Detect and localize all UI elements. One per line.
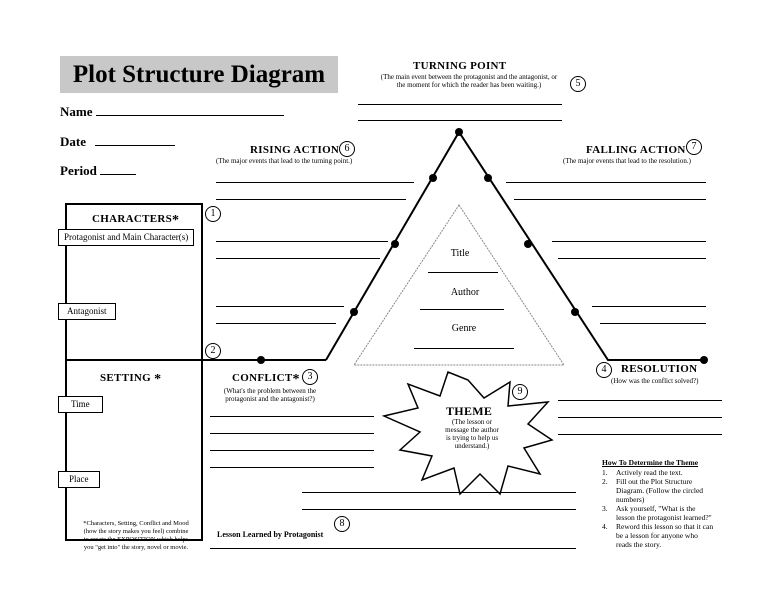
how-to-step-text (616, 504, 712, 522)
how-to-step-line: be a lesson for anyone who (616, 531, 698, 540)
conflict-desc-line: (What's the problem between the (223, 387, 317, 395)
number-7-badge: 7 (686, 139, 702, 155)
characters-heading-text: CHARACTERS (92, 213, 173, 225)
conflict-line[interactable] (210, 467, 374, 468)
falling-action-line[interactable] (514, 199, 706, 200)
how-to-steps (602, 468, 732, 549)
exposition-star: * (154, 372, 162, 387)
resolution-line[interactable] (558, 400, 722, 401)
theme-desc-line: understand.) (454, 442, 490, 450)
number-9-badge: 9 (512, 384, 528, 400)
resolution-desc: (How was the conflict solved?) (611, 377, 699, 385)
how-to-step-line: Reword this lesson so that it can (616, 522, 714, 531)
how-to-step (602, 522, 732, 549)
lesson-line[interactable] (210, 548, 576, 549)
number-6-badge: 6 (339, 141, 355, 157)
exposition-star: * (172, 213, 180, 228)
falling-action-line[interactable] (506, 182, 706, 183)
conflict-dot (257, 356, 265, 364)
lesson-label: Lesson Learned by Protagonist (217, 530, 324, 539)
turning-point-desc (364, 73, 574, 89)
footnote-line: you "get into" the story, novel or movie. (83, 544, 189, 551)
how-to-step-number: 1. (602, 468, 608, 477)
how-to-step-number: 4. (602, 522, 608, 531)
conflict-desc (210, 387, 330, 403)
how-to-step-line: Actively read the text. (616, 468, 683, 477)
number-2-badge: 2 (205, 343, 221, 359)
rising-action-line[interactable] (216, 323, 336, 324)
how-to-step-line: Ask yourself, "What is the (616, 504, 696, 513)
footnote-line: *Characters, Setting, Conflict and Mood (83, 520, 189, 527)
author-line[interactable] (420, 309, 504, 310)
name-field (60, 103, 284, 120)
theme-desc-line: message the author (445, 426, 499, 434)
date-input-line[interactable] (95, 133, 175, 146)
rising-action-line[interactable] (216, 258, 380, 259)
conflict-line[interactable] (210, 416, 374, 417)
number-1-badge: 1 (205, 206, 221, 222)
how-to-step-text (616, 522, 713, 549)
resolution-heading: RESOLUTION (621, 363, 698, 375)
rising-action-line[interactable] (216, 241, 388, 242)
page-title: Plot Structure Diagram (60, 56, 338, 93)
number-4-badge: 4 (596, 362, 612, 378)
turning-point-line[interactable] (358, 120, 562, 121)
conflict-desc-line: protagonist and the antagonist?) (225, 395, 315, 403)
how-to-step (602, 468, 732, 477)
footnote-line: (how the story makes you feel) combine (83, 528, 189, 535)
period-field (60, 162, 136, 179)
how-to-step-text (616, 468, 683, 477)
inner-genre-label: Genre (451, 323, 477, 334)
falling-dot (524, 240, 532, 248)
turning-point-line[interactable] (358, 104, 562, 105)
resolution-dot (700, 356, 708, 364)
date-field (60, 133, 175, 150)
falling-action-desc: (The major events that lead to the resolution.) (563, 157, 691, 165)
inner-title-label: Title (450, 248, 470, 259)
conflict-line[interactable] (210, 450, 374, 451)
resolution-line[interactable] (558, 417, 722, 418)
rising-dot (391, 240, 399, 248)
characters-heading (92, 213, 179, 229)
date-label: Date (60, 134, 86, 149)
falling-action-line[interactable] (600, 323, 706, 324)
rising-dot (350, 308, 358, 316)
theme-desc-line: is trying to help us (445, 434, 499, 442)
rising-action-line[interactable] (216, 199, 406, 200)
turning-point-heading: TURNING POINT (413, 60, 507, 72)
how-to-step-line: Diagram. (Follow the circled (616, 486, 704, 495)
protagonist-label: Protagonist and Main Character(s) (58, 229, 194, 246)
how-to-step-line: numbers) (616, 495, 645, 504)
footnote-line: to create the EXPOSITION which helps (83, 536, 189, 543)
name-label: Name (60, 104, 93, 119)
setting-heading-text: SETTING (100, 372, 152, 384)
falling-action-heading: FALLING ACTION (586, 144, 686, 156)
period-input-line[interactable] (100, 162, 136, 175)
number-3-badge: 3 (302, 369, 318, 385)
inner-triangle (354, 205, 564, 365)
falling-action-line[interactable] (558, 258, 706, 259)
plot-arc (326, 132, 704, 360)
rising-action-line[interactable] (216, 182, 414, 183)
turning-point-dot (455, 128, 463, 136)
falling-dot (571, 308, 579, 316)
rising-action-desc: (The major events that lead to the turning point.) (216, 157, 353, 165)
how-to-step-text (616, 477, 703, 504)
genre-line[interactable] (414, 348, 514, 349)
number-5-badge: 5 (570, 76, 586, 92)
theme-desc-line: (The lesson or (451, 418, 493, 426)
theme-desc (432, 418, 512, 450)
number-8-badge: 8 (334, 516, 350, 532)
time-label: Time (58, 396, 103, 413)
title-line[interactable] (428, 272, 498, 273)
resolution-line[interactable] (558, 434, 722, 435)
conflict-heading-text: CONFLICT (232, 372, 293, 384)
turning-point-desc-line: (The main event between the protagonist and the antagonist, or (380, 73, 558, 81)
turning-point-desc-line: the moment for which the reader has been waiting.) (396, 81, 542, 89)
theme-heading: THEME (446, 404, 493, 418)
exposition-footnote (68, 520, 204, 552)
how-to-step-number: 2. (602, 477, 608, 486)
setting-heading (100, 372, 161, 388)
antagonist-label: Antagonist (58, 303, 116, 320)
inner-author-label: Author (450, 287, 480, 298)
how-to-heading: How To Determine the Theme (602, 458, 699, 467)
rising-action-heading: RISING ACTION (250, 144, 340, 156)
how-to-step-number: 3. (602, 504, 608, 513)
conflict-line[interactable] (210, 433, 374, 434)
place-label: Place (58, 471, 100, 488)
how-to-step-line: reads the story. (616, 540, 662, 549)
how-to-step (602, 477, 732, 504)
falling-action-line[interactable] (552, 241, 706, 242)
conflict-heading (232, 372, 300, 388)
how-to-step-line: lesson the protagonist learned?" (616, 513, 712, 522)
period-label: Period (60, 163, 97, 178)
rising-dot (429, 174, 437, 182)
theme-line[interactable] (302, 492, 576, 493)
name-input-line[interactable] (96, 103, 284, 116)
how-to-step-line: Fill out the Plot Structure (616, 477, 693, 486)
falling-dot (484, 174, 492, 182)
how-to-step (602, 504, 732, 522)
how-to-theme (602, 458, 732, 549)
rising-action-line[interactable] (216, 306, 344, 307)
exposition-star: * (292, 372, 300, 387)
theme-line[interactable] (302, 509, 576, 510)
falling-action-line[interactable] (592, 306, 706, 307)
